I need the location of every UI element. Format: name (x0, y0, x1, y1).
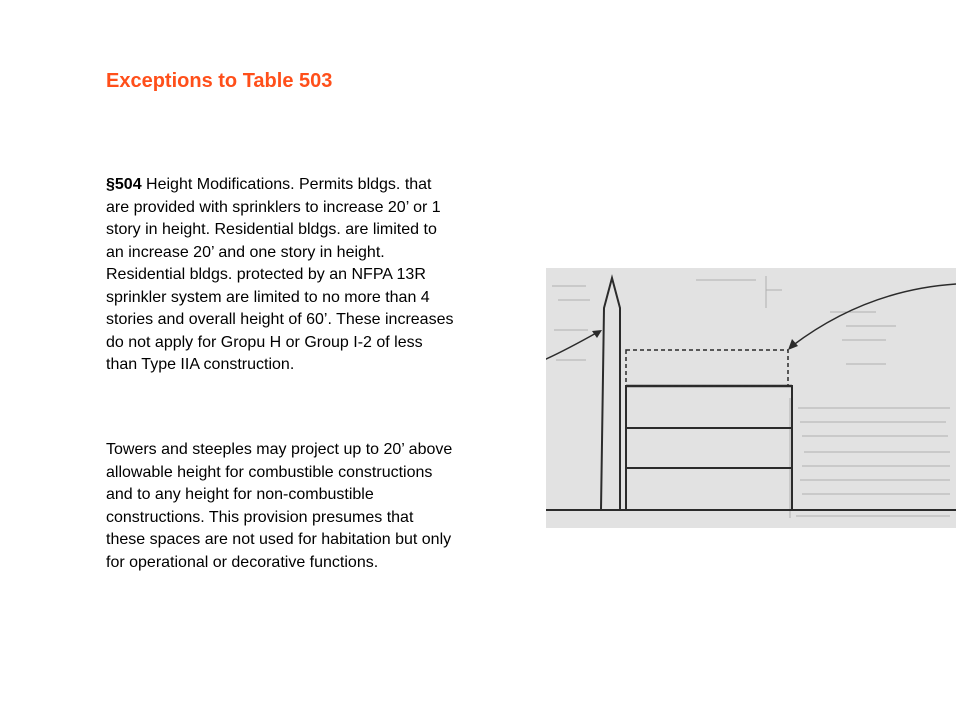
paragraph-line-6: for operational or decorative functions. (106, 553, 379, 571)
paragraph-line-1: Towers and steeples may project up to 20’ above (106, 441, 453, 458)
paragraph-line-3: and to any height for non-combustible (106, 486, 374, 503)
diagram-background (546, 268, 956, 528)
paragraph-line-6: sprinkler system are limited to no more than 4 (106, 288, 430, 306)
building-height-diagram (546, 268, 956, 528)
paragraph-line-9: than Type IIA construction. (106, 356, 295, 373)
section-504-paragraph (106, 174, 546, 377)
paragraph-line-2: are provided with sprinklers to increase 20’ or 1 (106, 198, 441, 216)
towers-paragraph (106, 439, 546, 574)
paragraph-line-1 (106, 174, 546, 197)
paragraph-line-5: these spaces are not used for habitation but only (106, 531, 452, 548)
paragraph-line-4: constructions. This provision presumes that (106, 508, 414, 526)
page-title: Exceptions to Table 503 (106, 70, 333, 92)
paragraph-line-1-text: Height Modifications. Permits bldgs. that (141, 176, 432, 193)
paragraph-line-2: allowable height for combustible constructions (106, 463, 433, 481)
paragraph-line-4: an increase 20’ and one story in height. (106, 243, 385, 261)
paragraph-line-8: do not apply for Gropu H or Group I-2 of less (106, 333, 423, 351)
paragraph-line-5: Residential bldgs. protected by an NFPA 13R (106, 266, 426, 283)
section-number: §504 (106, 176, 142, 193)
paragraph-line-3: story in height. Residential bldgs. are limited to (106, 221, 437, 238)
building-height-diagram-icon (546, 268, 956, 528)
paragraph-line-7: stories and overall height of 60’. These increases (106, 311, 454, 328)
